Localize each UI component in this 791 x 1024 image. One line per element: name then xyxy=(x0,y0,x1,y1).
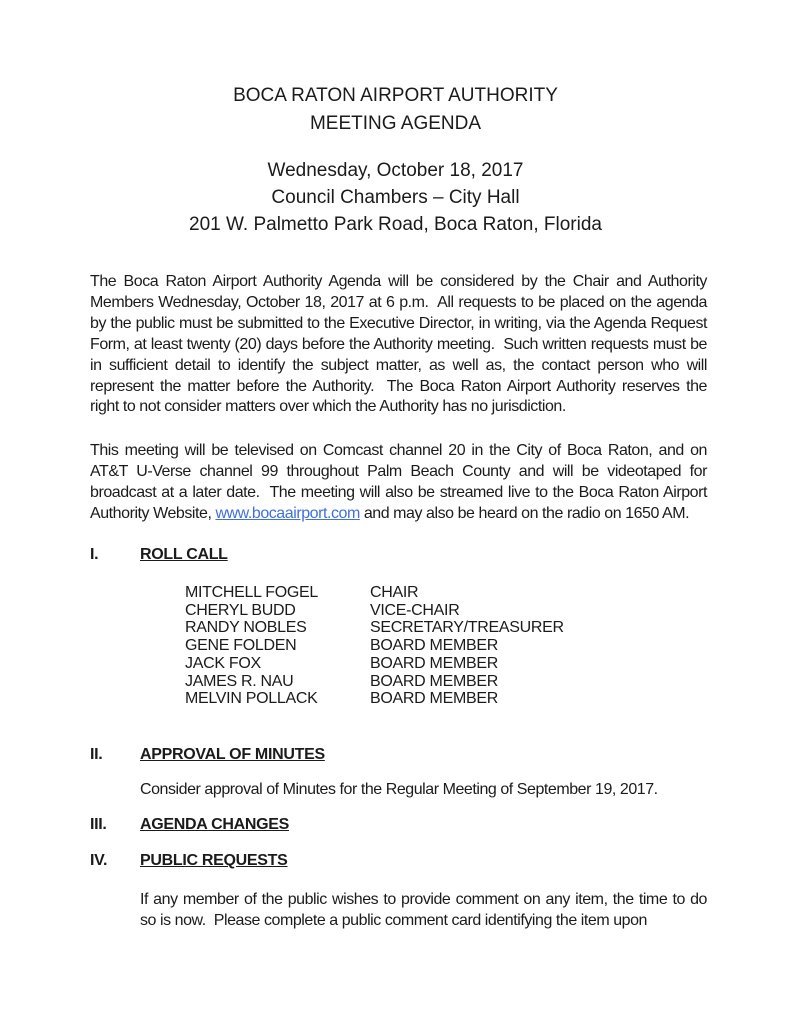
roll-call-row-fox xyxy=(185,655,564,673)
roll-call-row-fogel xyxy=(185,584,564,602)
section-title-approval: APPROVAL OF MINUTES xyxy=(140,746,325,763)
member-name: JAMES R. NAU xyxy=(185,672,294,690)
member-name: MELVIN POLLACK xyxy=(185,690,318,708)
roll-call-row-nau xyxy=(185,673,564,691)
section-numeral-public-requests: IV. xyxy=(90,852,108,869)
section-numeral-roll-call: I. xyxy=(90,546,99,563)
meeting-date: Wednesday, October 18, 2017 xyxy=(267,160,524,181)
section-heading-public-requests xyxy=(90,852,706,870)
roll-call-row-budd xyxy=(185,602,564,620)
roll-call-row-folden xyxy=(185,637,564,655)
section-numeral-agenda-changes: III. xyxy=(90,816,107,833)
member-title: VICE-CHAIR xyxy=(370,601,460,619)
member-name: GENE FOLDEN xyxy=(185,637,297,655)
roll-call-list xyxy=(185,584,564,708)
document-title-line1: BOCA RATON AIRPORT AUTHORITY xyxy=(233,85,558,106)
section-title-roll-call: ROLL CALL xyxy=(140,546,228,563)
member-name: CHERYL BUDD xyxy=(185,601,296,619)
roll-call-row-pollack xyxy=(185,690,564,708)
member-name: RANDY NOBLES xyxy=(185,619,307,637)
member-title: SECRETARY/TREASURER xyxy=(370,619,564,637)
section-heading-roll-call xyxy=(90,546,706,564)
document-title-line2: MEETING AGENDA xyxy=(309,112,482,134)
approval-of-minutes-body: Consider approval of Minutes for the Regular Meeting of September 19, 2017. xyxy=(140,781,658,798)
member-title: BOARD MEMBER xyxy=(370,654,498,672)
document-title xyxy=(0,82,791,137)
section-numeral-approval: II. xyxy=(90,746,103,763)
member-name: JACK FOX xyxy=(185,654,261,672)
section-title-public-requests: PUBLIC REQUESTS xyxy=(140,852,288,869)
meeting-info xyxy=(0,157,791,238)
section-heading-approval-of-minutes xyxy=(90,746,706,764)
section-title-agenda-changes: AGENDA CHANGES xyxy=(140,816,289,833)
meeting-venue: Council Chambers – City Hall xyxy=(271,187,520,208)
public-requests-body: If any member of the public wishes to provide comment on any item, the time to do so is now. Please complete a public comment card identifying the item upon xyxy=(140,891,711,929)
airport-website-link[interactable]: www.bocaairport.com xyxy=(215,504,360,522)
broadcast-text-after-link: and may also be heard on the radio on 1650 AM. xyxy=(359,504,690,522)
member-title: BOARD MEMBER xyxy=(370,690,498,708)
broadcast-paragraph xyxy=(90,441,711,525)
member-title: BOARD MEMBER xyxy=(370,672,498,690)
broadcast-text-before-link: This meeting will be televised on Comcast channel 20 in the City of Boca Raton, and on AT&T U-Verse channel 99 throughout Palm Beach County and will be videotaped for broadcast at a later date. The meeting will also be streamed live to the Boca Raton Airport Authority Website, xyxy=(90,442,711,522)
member-name: MITCHELL FOGEL xyxy=(185,584,319,601)
member-title: BOARD MEMBER xyxy=(370,637,498,655)
intro-paragraph: The Boca Raton Airport Authority Agenda will be considered by the Chair and Authority Members Wednesday, October 18, 2017 at 6 p.m. All requests to be placed on the agenda by the public must be submitted to the Executive Director, in writing, via the Agenda Request Form, at least twenty (20) days before the Authority meeting. Such written requests must be in sufficient detail to identify the subject matter, as well as, the contact person who will represent the matter before the Authority. The Boca Raton Airport Authority reserves the right to not consider matters over which the Authority has no jurisdiction. xyxy=(90,273,711,416)
section-heading-agenda-changes xyxy=(90,816,706,834)
meeting-address: 201 W. Palmetto Park Road, Boca Raton, Florida xyxy=(189,214,602,235)
member-title: CHAIR xyxy=(370,584,419,601)
roll-call-row-nobles xyxy=(185,619,564,637)
